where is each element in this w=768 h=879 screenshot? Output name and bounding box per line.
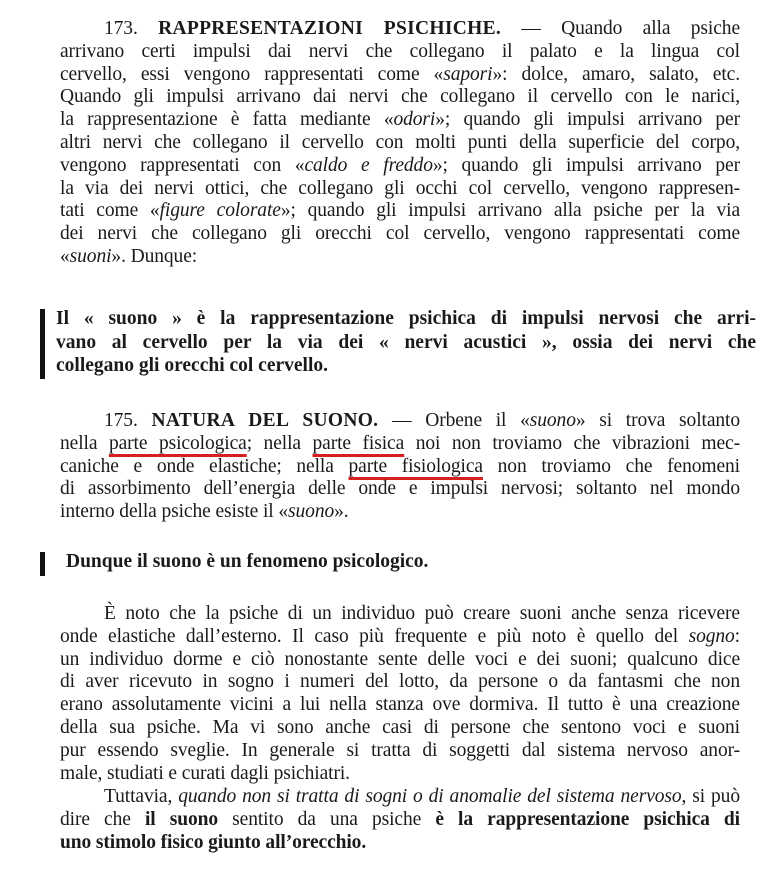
bold-phrase: uno stimolo fisico giunto all’orecchio. [60,831,367,853]
text: tati come « [60,200,160,222]
bold-phrase: è la rappresentazione psichica di [435,808,740,830]
text-line: dei nervi che collegano gli orecchi col cervello, vengono rappresentati come [60,223,740,245]
italic-term: sogno [688,625,735,647]
section-173 [60,18,740,269]
bold-phrase: il suono [144,808,219,830]
italic-term: sapori [443,63,493,85]
text: — Orbene il « [378,410,530,431]
text: dire che [60,808,145,830]
text-line: erano assolutamente vicini a lui nella stanza ove dormiva. Il tutto è una creazione [60,694,740,716]
text-line: di assorbimento dell’energia delle onde e impulsi nervosi; soltanto nel mondo [60,478,740,500]
section-title: NATURA DEL SUONO. [151,410,379,431]
text: sentito da una psiche [218,808,436,830]
section-title: RAPPRESENTAZIONI PSICHICHE. [158,18,502,39]
text: interno della psiche esiste il « [60,501,289,523]
text: , si può [681,786,740,807]
text-line: della sua psiche. Ma vi sono anche casi di persone che sentono voci e suoni [60,716,740,738]
text: onde elastiche dall’esterno. Il caso più frequente e più noto è quello del [60,625,689,647]
text-line: pur essendo sveglie. In generale si tratta di soggetti dal sistema nervoso anor- [60,739,740,761]
text: : [734,625,740,647]
text: — Quando alla psiche [501,18,740,39]
text-line: vano al cervello per la via dei « nervi acustici », ossia dei nervi che [56,331,756,353]
section-number: 173. [104,18,138,39]
underlined-term-psicologica: parte psicologica [108,432,247,454]
underlined-term-fisica: parte fisica [312,432,405,454]
text: Tuttavia, [104,786,179,807]
text-line: È noto che la psiche di un individuo può creare suoni anche senza ricevere [104,603,740,624]
text: « [60,245,70,267]
text: »; quando gli impulsi arrivano per [432,154,740,176]
paragraph-dream [60,603,740,785]
section-175 [60,410,740,524]
definition-highlight [40,307,756,378]
text-line: di aver ricevuto in sogno i numeri del lotto, da persone o da fantasmi che non [60,671,740,693]
italic-term: caldo e freddo [304,154,433,176]
text: la rappresentazione è fatta mediante « [60,109,394,131]
text-line: un individuo dorme e ciò nonostante sente delle voci e dei suoni; qualcuno dice [60,648,740,670]
paragraph-final [60,786,740,854]
italic-term: suoni [69,245,112,267]
text: noi non troviamo che vibrazioni mec- [404,432,741,454]
text-line: collegano gli orecchi col cervello. [56,355,329,376]
text: caniche e onde elastiche; nella [60,455,349,477]
text: ». [334,501,349,523]
text-line: arrivano certi impulsi dai nervi che collegano il palato e la lingua col [60,40,740,62]
underlined-term-fisiologica: parte fisiologica [348,455,483,477]
text-line: Quando gli impulsi arrivano dai nervi che collegano il cervello con le narici, [60,86,740,108]
section-number: 175. [104,410,138,431]
text: »; quando gli impulsi arrivano alla psiche per la via [280,200,741,222]
text: cervello, essi vengono rappresentati come « [60,63,444,85]
text: ; nella [246,432,313,454]
italic-term: suono [288,501,335,523]
conclusion-highlight [40,550,756,574]
italic-term: figure colorate [159,200,281,222]
text: »; quando gli impulsi arrivano per [435,109,740,131]
margin-bar [40,552,45,576]
margin-bar [40,309,45,379]
text-line: Il « suono » è la rappresentazione psichica di impulsi nervosi che arri- [56,308,756,329]
text: » si trova soltanto [575,410,740,431]
conclusion-text: Dunque il suono è un fenomeno psicologico. [66,551,429,572]
text-line: altri nervi che collegano il cervello con molti punti della superficie del corpo, [60,131,740,153]
text-line: la via dei nervi ottici, che collegano gli occhi col cervello, vengono rappresen- [60,177,740,199]
text-line: male, studiati e curati dagli psichiatri. [60,762,350,784]
italic-term: suono [529,410,576,431]
text: »: dolce, amaro, salato, etc. [492,63,741,85]
italic-phrase: quando non si tratta di sogni o di anomalie del sistema nervoso [178,786,682,807]
text: nella [60,432,109,454]
text: ». Dunque: [111,245,198,267]
text: vengono rappresentati con « [60,154,305,176]
text: non troviamo che fenomeni [482,455,740,477]
italic-term: odori [393,109,436,131]
